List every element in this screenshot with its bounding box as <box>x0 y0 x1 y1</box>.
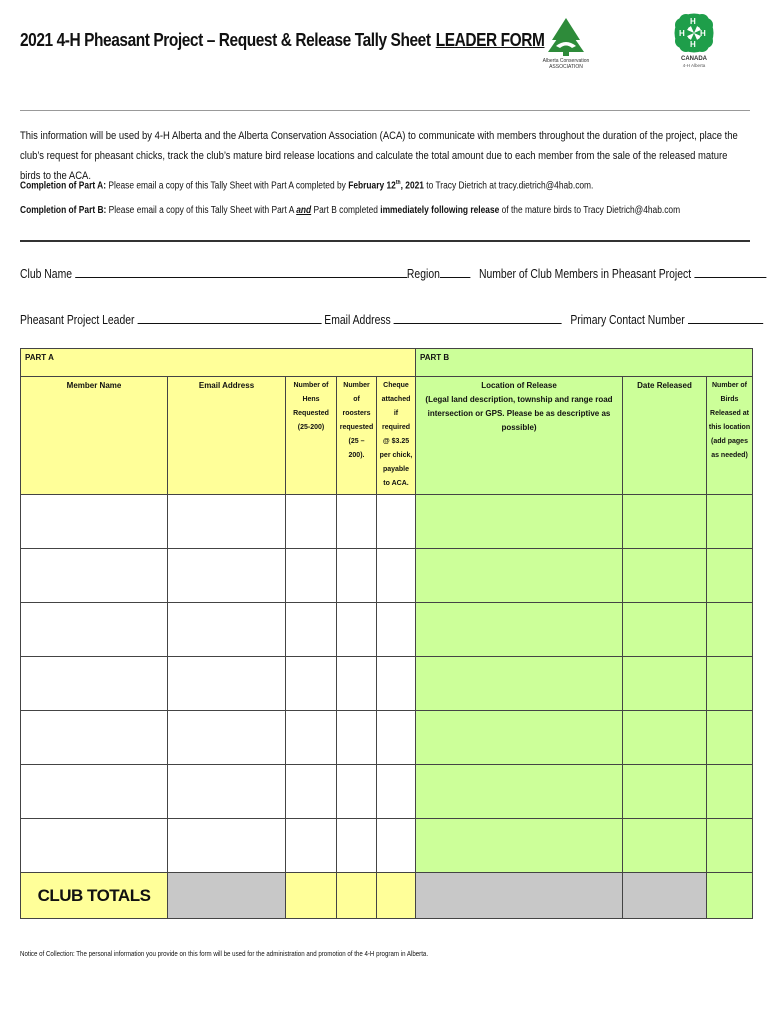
location-cell[interactable] <box>416 549 623 603</box>
member-name-cell[interactable] <box>21 765 168 819</box>
birds-cell[interactable] <box>707 657 753 711</box>
hens-cell[interactable] <box>286 549 337 603</box>
location-cell[interactable] <box>416 603 623 657</box>
aca-tree-icon <box>546 16 586 58</box>
col-roosters: Number of roosters requested (25 – 200). <box>337 377 377 495</box>
totals-date-cell <box>623 873 707 919</box>
cheque-cell[interactable] <box>377 603 416 657</box>
table-row <box>21 549 753 603</box>
totals-roosters-cell[interactable] <box>337 873 377 919</box>
birds-cell[interactable] <box>707 765 753 819</box>
birds-cell[interactable] <box>707 603 753 657</box>
members-label: Number of Club Members in Pheasant Project <box>478 266 692 281</box>
email-cell[interactable] <box>168 603 286 657</box>
table-row <box>21 495 753 549</box>
clover-icon <box>673 12 715 56</box>
email-cell[interactable] <box>168 711 286 765</box>
location-cell[interactable] <box>416 765 623 819</box>
part-a-header: PART A <box>21 349 416 377</box>
region-label: Region <box>406 266 440 281</box>
location-cell[interactable] <box>416 819 623 873</box>
col-member-name: Member Name <box>21 377 168 495</box>
col-location: Location of Release (Legal land description, township and range road intersection or GPS. Please be as descriptive as possible) <box>416 377 623 495</box>
fourh-logo-line2: 4-H Alberta <box>682 63 706 68</box>
totals-birds-cell[interactable] <box>707 873 753 919</box>
member-name-cell[interactable] <box>21 549 168 603</box>
hens-cell[interactable] <box>286 819 337 873</box>
date-cell[interactable] <box>623 819 707 873</box>
fourh-logo-line1: CANADA <box>681 56 707 62</box>
hens-cell[interactable] <box>286 657 337 711</box>
completion-b-label: Completion of Part B: <box>20 205 107 216</box>
cheque-cell[interactable] <box>377 495 416 549</box>
member-name-cell[interactable] <box>21 603 168 657</box>
email-cell[interactable] <box>168 819 286 873</box>
email-cell[interactable] <box>168 765 286 819</box>
aca-logo-line1: Alberta Conservation <box>542 58 590 64</box>
date-cell[interactable] <box>623 711 707 765</box>
completion-b-and: and <box>296 205 312 216</box>
club-info-line <box>20 265 766 281</box>
cheque-cell[interactable] <box>377 819 416 873</box>
club-name-label: Club Name <box>20 266 73 281</box>
notice-of-collection: Notice of Collection: The personal information you provide on this form will be used for the administration and promotion of the 4-H program in Alberta. <box>20 949 429 958</box>
completion-a-date-sup: th <box>395 180 401 186</box>
roosters-cell[interactable] <box>337 495 377 549</box>
form-type-label: LEADER FORM <box>435 30 545 50</box>
email-field[interactable] <box>394 311 562 324</box>
divider-top <box>20 110 750 111</box>
col-email: Email Address <box>168 377 286 495</box>
birds-cell[interactable] <box>707 495 753 549</box>
svg-text:H: H <box>700 29 706 38</box>
region-field[interactable] <box>440 265 470 278</box>
completion-a-date: February 12 <box>348 180 396 192</box>
date-cell[interactable] <box>623 603 707 657</box>
leader-label: Pheasant Project Leader <box>20 312 135 327</box>
table-row <box>21 765 753 819</box>
date-cell[interactable] <box>623 657 707 711</box>
completion-part-a <box>20 177 742 192</box>
col-date-released: Date Released <box>623 377 707 495</box>
table-row <box>21 603 753 657</box>
roosters-cell[interactable] <box>337 657 377 711</box>
intro-paragraph: This information will be used by 4-H Alberta and the Alberta Conservation Association (ACA) to communicate with members throughout the duration of the project, place the club’s request for pheasant chicks, track the club’s mature bird release locations and calculate the total amount due to each member from the sale of the released mature birds to the ACA. <box>20 130 738 182</box>
cheque-cell[interactable] <box>377 765 416 819</box>
cheque-cell[interactable] <box>377 549 416 603</box>
hens-cell[interactable] <box>286 495 337 549</box>
date-cell[interactable] <box>623 495 707 549</box>
tally-table <box>20 348 753 919</box>
table-row <box>21 819 753 873</box>
hens-cell[interactable] <box>286 603 337 657</box>
completion-a-text1: Please email a copy of this Tally Sheet with Part A completed by <box>106 180 349 192</box>
leader-field[interactable] <box>137 311 321 324</box>
divider-thick <box>20 240 750 242</box>
completion-b-text2: Part B completed <box>311 205 381 216</box>
totals-cheque-cell[interactable] <box>377 873 416 919</box>
aca-logo <box>540 16 592 78</box>
table-row <box>21 711 753 765</box>
table-row <box>21 657 753 711</box>
fourh-logo <box>668 12 720 78</box>
date-cell[interactable] <box>623 765 707 819</box>
svg-text:H: H <box>690 17 696 26</box>
location-cell[interactable] <box>416 711 623 765</box>
completion-a-label: Completion of Part A: <box>20 180 107 192</box>
completion-b-text1: Please email a copy of this Tally Sheet with Part A <box>106 205 297 216</box>
email-cell[interactable] <box>168 657 286 711</box>
hens-cell[interactable] <box>286 765 337 819</box>
part-b-header: PART B <box>416 349 753 377</box>
birds-cell[interactable] <box>707 819 753 873</box>
completion-a-year: , 2021 <box>400 180 424 192</box>
contact-field[interactable] <box>688 311 763 324</box>
location-cell[interactable] <box>416 657 623 711</box>
roosters-cell[interactable] <box>337 765 377 819</box>
completion-b-emph: immediately following release <box>380 205 500 216</box>
cheque-cell[interactable] <box>377 657 416 711</box>
date-cell[interactable] <box>623 549 707 603</box>
title-text: 2021 4-H Pheasant Project – Request & Release Tally Sheet <box>20 30 431 50</box>
svg-text:H: H <box>690 40 696 49</box>
club-totals-label: CLUB TOTALS <box>21 873 168 919</box>
col-hens: Number of Hens Requested (25-200) <box>286 377 337 495</box>
location-cell[interactable] <box>416 495 623 549</box>
leader-info-line <box>20 311 763 327</box>
member-name-cell[interactable] <box>21 657 168 711</box>
member-name-cell[interactable] <box>21 819 168 873</box>
svg-text:H: H <box>679 29 685 38</box>
email-cell[interactable] <box>168 495 286 549</box>
member-name-cell[interactable] <box>21 495 168 549</box>
col-cheque: Cheque attached if required @ $3.25 per chick, payable to ACA. <box>377 377 416 495</box>
aca-logo-line2: ASSOCIATION <box>549 64 583 70</box>
email-label: Email Address <box>324 312 391 327</box>
hens-cell[interactable] <box>286 711 337 765</box>
birds-cell[interactable] <box>707 549 753 603</box>
club-name-field[interactable] <box>75 265 407 278</box>
totals-email-cell <box>168 873 286 919</box>
form-title <box>20 30 545 51</box>
col-birds: Number of Birds Released at this location (add pages as needed) <box>707 377 753 495</box>
roosters-cell[interactable] <box>337 603 377 657</box>
roosters-cell[interactable] <box>337 711 377 765</box>
cheque-cell[interactable] <box>377 711 416 765</box>
completion-a-text2: to Tracy Dietrich at tracy.dietrich@4hab.com. <box>423 180 594 192</box>
totals-hens-cell[interactable] <box>286 873 337 919</box>
roosters-cell[interactable] <box>337 819 377 873</box>
completion-part-b <box>20 205 742 217</box>
email-cell[interactable] <box>168 549 286 603</box>
members-field[interactable] <box>694 265 766 278</box>
birds-cell[interactable] <box>707 711 753 765</box>
completion-b-text3: of the mature birds to Tracy Dietrich@4hab.com <box>499 205 681 216</box>
totals-location-cell <box>416 873 623 919</box>
member-name-cell[interactable] <box>21 711 168 765</box>
contact-label: Primary Contact Number <box>570 312 685 327</box>
roosters-cell[interactable] <box>337 549 377 603</box>
